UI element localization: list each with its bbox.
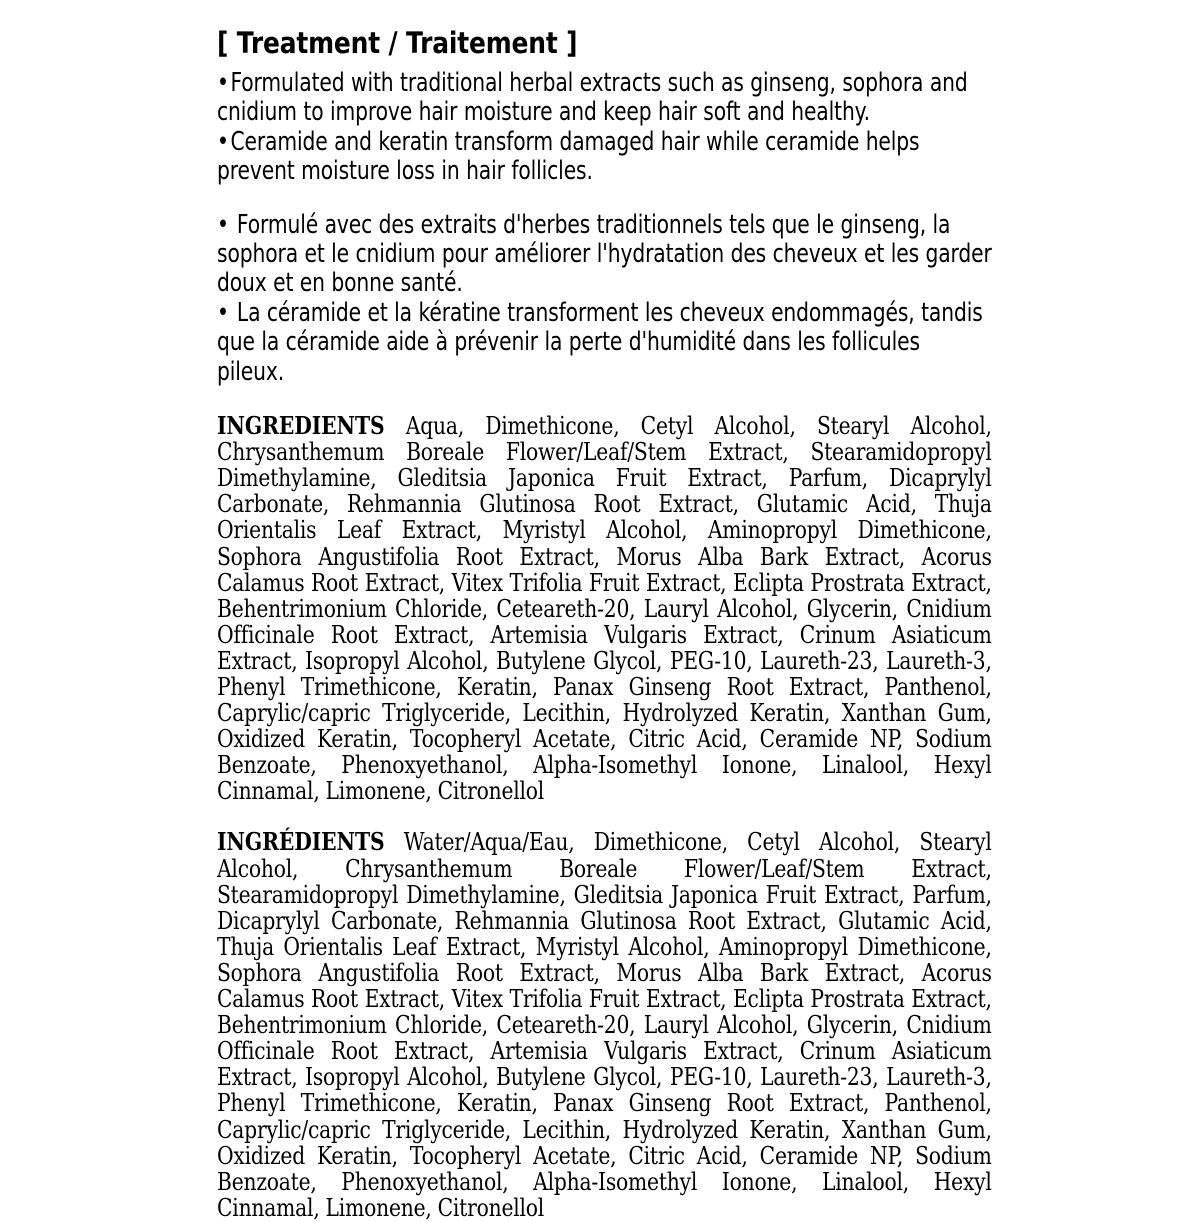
claims-group-french (217, 211, 992, 387)
ingredients-list-french: Water/Aqua/Eau, Dimethicone, Cetyl Alcohol, Stearyl Alcohol, Chrysanthemum Boreale Flower/Leaf/Stem Extract, Stearamidopropyl Dimethylamine, Gleditsia Japonica Fruit Extract, Parfum, Dicaprylyl Carbonate, Rehmannia Glutinosa Root Extract, Glutamic Acid, Thuja Orientalis Leaf Extract, Myristyl Alcohol, Aminopropyl Dimethicone, Sophora Angustifolia Root Extract, Morus Alba Bark Extract, Acorus Calamus Root Extract, Vitex Trifolia Fruit Extract, Eclipta Prostrata Extract, Behentrimonium Chloride, Ceteareth-20, Lauryl Alcohol, Glycerin, Cnidium Officinale Root Extract, Artemisia Vulgaris Extract, Crinum Asiaticum Extract, Isopropyl Alcohol, Butylene Glycol, PEG-10, Laureth-23, Laureth-3, Phenyl Trimethicone, Keratin, Panax Ginseng Root Extract, Panthenol, Caprylic/capric Triglyceride, Lecithin, Hydrolyzed Keratin, Xanthan Gum, Oxidized Keratin, Tocopheryl Acetate, Citric Acid, Ceramide NP, Sodium Benzoate, Phenoxyethanol, Alpha-Isomethyl Ionone, Linalool, Hexyl Cinnamal, Limonene, Citronellol (217, 828, 992, 1222)
label-content (217, 26, 992, 1221)
claim-en-1: • Formulated with traditional herbal extracts such as ginseng, sophora and cnidium to improve hair moisture and keep hair soft and healthy. (217, 69, 992, 128)
claim-fr-1: • Formulé avec des extraits d'herbes traditionnels tels que le ginseng, la sophora et le cnidium pour améliorer l'hydratation des cheveux et les garder doux et en bonne santé. (217, 211, 992, 299)
ingredients-heading-english: INGREDIENTS (217, 411, 385, 441)
ingredients-heading-french: INGRÉDIENTS (217, 827, 385, 857)
claims-group-english (217, 69, 992, 187)
claim-en-2: • Ceramide and keratin transform damaged hair while ceramide helps prevent moisture loss in hair follicles. (217, 128, 992, 187)
product-claims (217, 69, 992, 387)
section-title: [ Treatment / Traitement ] (217, 26, 578, 60)
ingredients-paragraph-english (217, 413, 992, 804)
ingredients-list-english: Aqua, Dimethicone, Cetyl Alcohol, Stearyl Alcohol, Chrysanthemum Boreale Flower/Leaf/Stem Extract, Stearamidopropyl Dimethylamine, Gleditsia Japonica Fruit Extract, Parfum, Dicaprylyl Carbonate, Rehmannia Glutinosa Root Extract, Glutamic Acid, Thuja Orientalis Leaf Extract, Myristyl Alcohol, Aminopropyl Dimethicone, Sophora Angustifolia Root Extract, Morus Alba Bark Extract, Acorus Calamus Root Extract, Vitex Trifolia Fruit Extract, Eclipta Prostrata Extract, Behentrimonium Chloride, Ceteareth-20, Lauryl Alcohol, Glycerin, Cnidium Officinale Root Extract, Artemisia Vulgaris Extract, Crinum Asiaticum Extract, Isopropyl Alcohol, Butylene Glycol, PEG-10, Laureth-23, Laureth-3, Phenyl Trimethicone, Keratin, Panax Ginseng Root Extract, Panthenol, Caprylic/capric Triglyceride, Lecithin, Hydrolyzed Keratin, Xanthan Gum, Oxidized Keratin, Tocopheryl Acetate, Citric Acid, Ceramide NP, Sodium Benzoate, Phenoxyethanol, Alpha-Isomethyl Ionone, Linalool, Hexyl Cinnamal, Limonene, Citronellol (217, 412, 992, 806)
ingredients-paragraph-french (217, 829, 992, 1220)
claim-fr-2: • La céramide et la kératine transforment les cheveux endommagés, tandis que la céramide aide à prévenir la perte d'humidité dans les follicules pileux. (217, 299, 992, 387)
